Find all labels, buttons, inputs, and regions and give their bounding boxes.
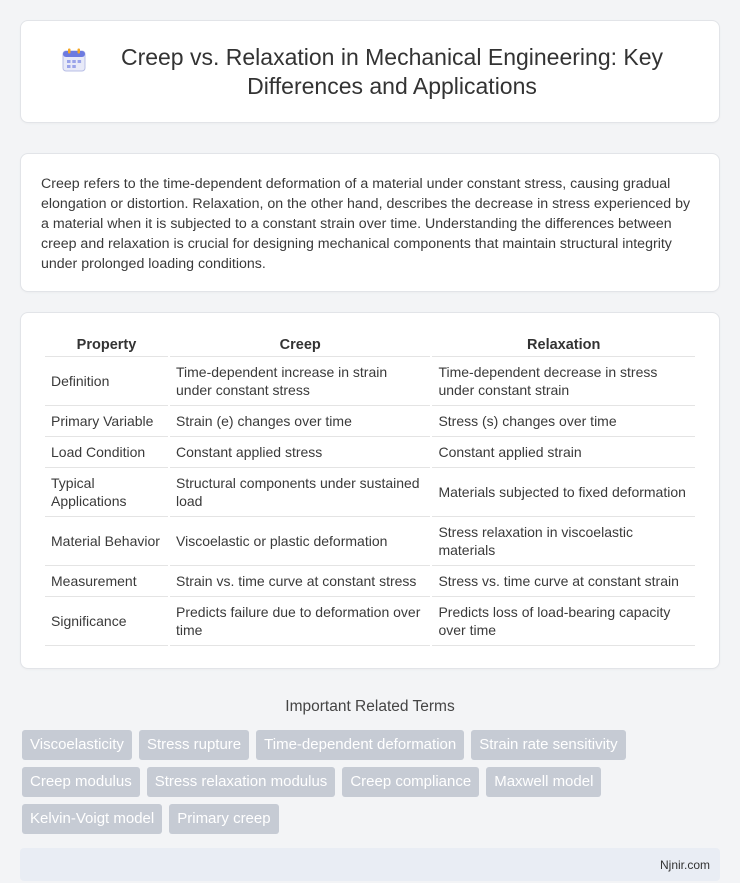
cell-relaxation: Stress (s) changes over time: [432, 406, 695, 437]
related-terms-heading: Important Related Terms: [285, 698, 455, 715]
table-row: [45, 468, 695, 517]
cell-creep: Structural components under sustained load: [170, 468, 430, 517]
table-row: [45, 406, 695, 437]
cell-property: Measurement: [45, 566, 168, 597]
footer-site[interactable]: Njnir.com: [659, 857, 710, 872]
table-row: [45, 597, 695, 646]
cell-property: Material Behavior: [45, 517, 168, 566]
cell-property: Definition: [45, 357, 168, 406]
cell-creep: Viscoelastic or plastic deformation: [170, 517, 430, 566]
cell-creep: Constant applied stress: [170, 437, 430, 468]
calendar-icon: [61, 47, 87, 73]
tag-creep-modulus[interactable]: Creep modulus: [22, 767, 140, 797]
table-card: [20, 312, 720, 669]
title-wrap: [61, 43, 679, 101]
cell-creep: Strain (e) changes over time: [170, 406, 430, 437]
intro-text: Creep refers to the time-dependent deformation of a material under constant stress, causing gradual elongation or distortion. Relaxation, on the other hand, describes the decrease in stress experienced by a material when it is subjected to a constant strain over time. Understanding the differences between creep and relaxation is crucial for designing mechanical components that maintain structural integrity under prolonged loading conditions.: [41, 176, 691, 272]
cell-creep: Strain vs. time curve at constant stress: [170, 566, 430, 597]
header-creep: Creep: [170, 333, 430, 357]
tag-kelvin-voigt-model[interactable]: Kelvin-Voigt model: [22, 804, 162, 834]
cell-relaxation: Predicts loss of load-bearing capacity over time: [432, 597, 695, 646]
tag-time-dependent-deformation[interactable]: Time-dependent deformation: [256, 730, 464, 760]
header-property: Property: [45, 333, 168, 357]
table-row: [45, 517, 695, 566]
comparison-table: [43, 333, 697, 646]
tag-strain-rate-sensitivity[interactable]: Strain rate sensitivity: [471, 730, 625, 760]
cell-creep: Predicts failure due to deformation over time: [170, 597, 430, 646]
tag-primary-creep[interactable]: Primary creep: [169, 804, 278, 834]
cell-property: Load Condition: [45, 437, 168, 468]
tag-stress-relaxation-modulus[interactable]: Stress relaxation modulus: [147, 767, 336, 797]
related-terms-section: [0, 698, 740, 834]
cell-relaxation: Materials subjected to fixed deformation: [432, 468, 695, 517]
cell-relaxation: Stress relaxation in viscoelastic materials: [432, 517, 695, 566]
cell-relaxation: Stress vs. time curve at constant strain: [432, 566, 695, 597]
table-header-row: [45, 333, 695, 357]
cell-relaxation: Time-dependent decrease in stress under constant strain: [432, 357, 695, 406]
cell-property: Significance: [45, 597, 168, 646]
cell-property: Typical Applications: [45, 468, 168, 517]
tag-maxwell-model[interactable]: Maxwell model: [486, 767, 601, 797]
related-tags: [0, 730, 740, 834]
tag-creep-compliance[interactable]: Creep compliance: [342, 767, 479, 797]
table-row: [45, 566, 695, 597]
header-relaxation: Relaxation: [432, 333, 695, 357]
footer: [20, 848, 720, 881]
title-card: [20, 20, 720, 123]
page-title: Creep vs. Relaxation in Mechanical Engineering: Key Differences and Applications: [120, 43, 664, 99]
cell-relaxation: Constant applied strain: [432, 437, 695, 468]
table-row: [45, 357, 695, 406]
tag-viscoelasticity[interactable]: Viscoelasticity: [22, 730, 132, 760]
cell-creep: Time-dependent increase in strain under constant stress: [170, 357, 430, 406]
cell-property: Primary Variable: [45, 406, 168, 437]
table-row: [45, 437, 695, 468]
intro-card: [20, 153, 720, 292]
tag-stress-rupture[interactable]: Stress rupture: [139, 730, 249, 760]
